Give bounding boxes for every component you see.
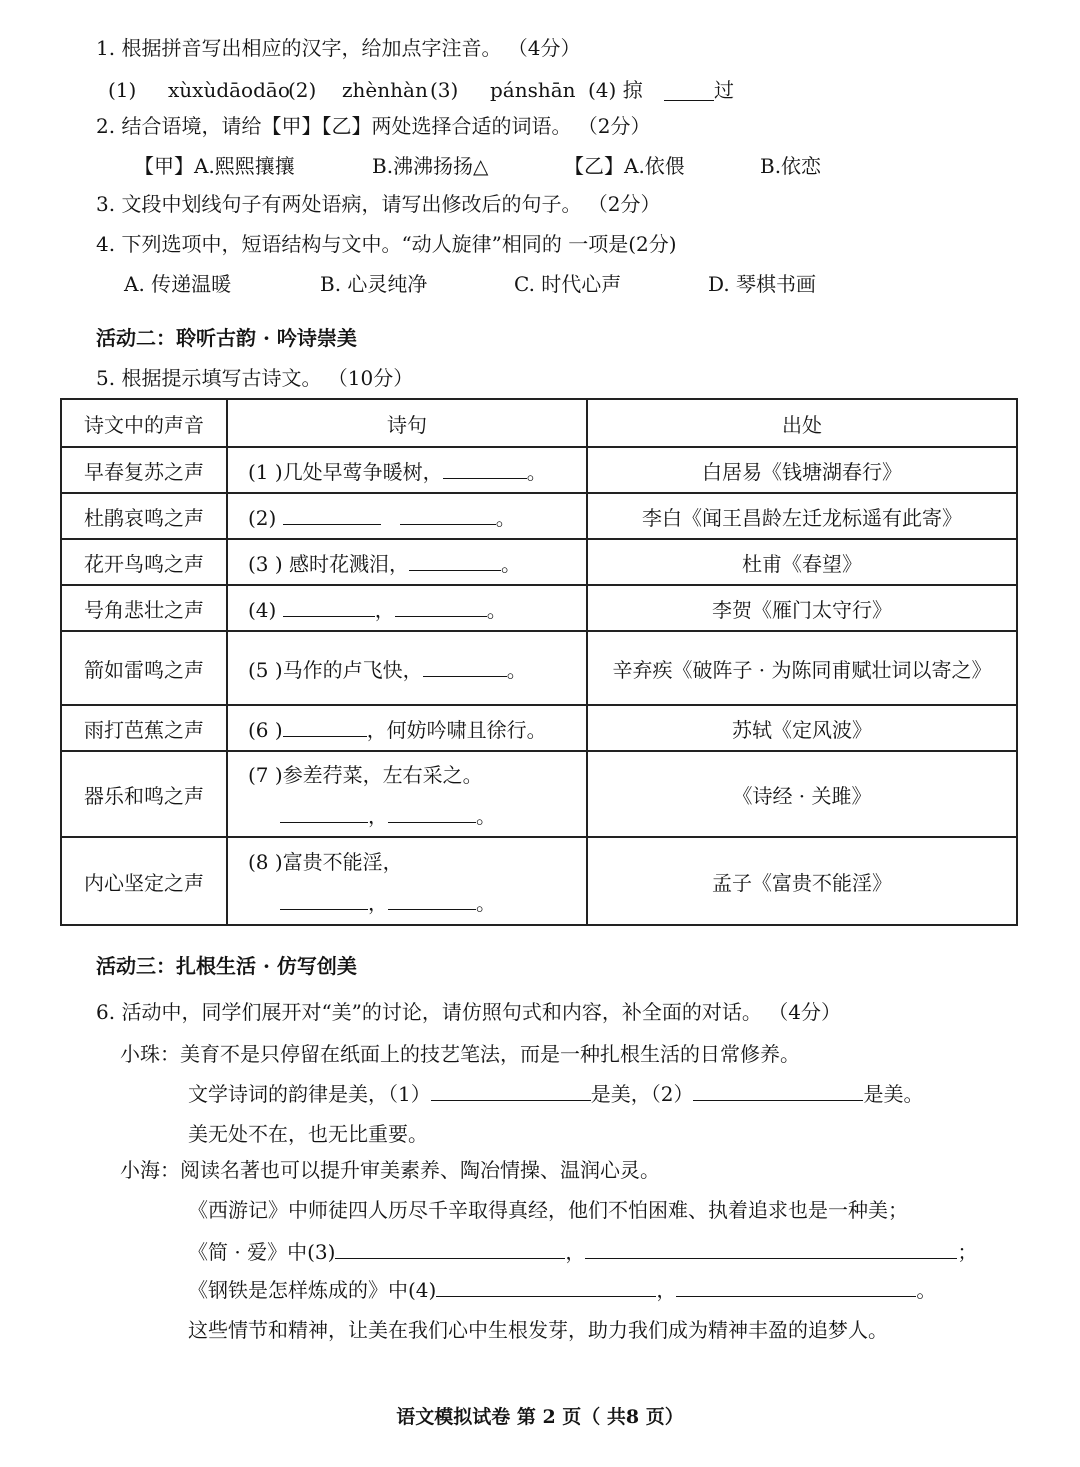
row-sound: 杜鹃哀鸣之声 xyxy=(61,493,227,539)
row-source: 孟子《富贵不能淫》 xyxy=(587,837,1017,925)
q1-p1: (1) xyxy=(108,78,137,102)
q2-jia-b[interactable]: B.沸沸扬扬△ xyxy=(372,154,489,178)
header-source: 出处 xyxy=(587,399,1017,447)
q1-blank-4[interactable] xyxy=(664,80,714,101)
q4-option-d[interactable]: D. 琴棋书画 xyxy=(708,272,817,296)
table-row xyxy=(61,585,1017,631)
xiaozhu-line-1: 小珠：美育不是只停留在纸面上的技艺笔法，而是一种扎根生活的日常修养。 xyxy=(120,1042,800,1066)
q1-p4-end: 过 xyxy=(714,78,734,102)
row-line: (4) ， 。 xyxy=(227,585,587,631)
row-sound: 雨打芭蕉之声 xyxy=(61,705,227,751)
table-row xyxy=(61,447,1017,493)
row-line: (6 ) ，何妨吟啸且徐行。 xyxy=(227,705,587,751)
q1-p3: (3) xyxy=(430,78,459,102)
blank-8b[interactable] xyxy=(388,889,476,910)
xiaohai-line-1: 小海：阅读名著也可以提升审美素养、陶冶情操、温润心灵。 xyxy=(120,1158,660,1182)
q4-option-c[interactable]: C. 时代心声 xyxy=(514,272,622,296)
blank-4a[interactable] xyxy=(283,596,375,617)
blank-8a[interactable] xyxy=(280,889,368,910)
q6-title: 6. 活动中，同学们展开对“美”的讨论，请仿照句式和内容，补全面的对话。 （4分） xyxy=(96,1000,841,1024)
q4-title: 4. 下列选项中，短语结构与文中。“动人旋律”相同的 一项是(2分) xyxy=(96,232,677,256)
row-sound: 器乐和鸣之声 xyxy=(61,751,227,837)
blank-3[interactable] xyxy=(409,550,501,571)
q5-title: 5. 根据提示填写古诗文。 （10分） xyxy=(96,366,414,390)
row-line: (7 )参差荇菜，左右采之。 ， 。 xyxy=(227,751,587,837)
header-line: 诗句 xyxy=(227,399,587,447)
q6-blank-1[interactable] xyxy=(431,1080,591,1101)
row-line: (2) 。 xyxy=(227,493,587,539)
q6-blank-3a[interactable] xyxy=(335,1238,565,1259)
blank-7b[interactable] xyxy=(388,802,476,823)
xiaohai-line-2: 《西游记》中师徒四人历尽千辛取得真经，他们不怕困难、执着追求也是一种美； xyxy=(188,1198,908,1222)
q1-p2: (2) xyxy=(288,78,317,102)
q6-blank-2[interactable] xyxy=(693,1080,863,1101)
xiaohai-line-5: 这些情节和精神，让美在我们心中生根发芽，助力我们成为精神丰盈的追梦人。 xyxy=(188,1318,888,1342)
row-source: 杜甫《春望》 xyxy=(587,539,1017,585)
q2-options xyxy=(134,152,854,180)
table-header-row xyxy=(61,399,1017,447)
blank-7a[interactable] xyxy=(280,802,368,823)
header-sound: 诗文中的声音 xyxy=(61,399,227,447)
table-row xyxy=(61,631,1017,705)
q1-p3-pinyin: pánshān xyxy=(490,78,576,102)
row-source: 李贺《雁门太守行》 xyxy=(587,585,1017,631)
row-sound: 内心坚定之声 xyxy=(61,837,227,925)
page-footer: 语文模拟试卷 第 2 页（ 共8 页） xyxy=(396,1406,684,1428)
q2-yi-b[interactable]: B.依恋 xyxy=(760,154,822,178)
table-row xyxy=(61,837,1017,925)
q1-p4: (4) 掠 xyxy=(588,78,643,102)
row-line: (1 )几处早莺争暖树， 。 xyxy=(227,447,587,493)
activity-2-heading: 活动二：聆听古韵 · 吟诗崇美 xyxy=(96,326,357,350)
row-source: 辛弃疾《破阵子 · 为陈同甫赋壮词以寄之》 xyxy=(587,631,1017,705)
row-source: 苏轼《定风波》 xyxy=(587,705,1017,751)
row-source: 白居易《钱塘湖春行》 xyxy=(587,447,1017,493)
row-source: 《诗经 · 关雎》 xyxy=(587,751,1017,837)
q6-blank-3b[interactable] xyxy=(585,1238,957,1259)
q4-options xyxy=(124,270,864,298)
xiaohai-line-3: 《简 · 爱》中(3) ， ； xyxy=(188,1240,978,1264)
row-source: 李白《闻王昌龄左迁龙标遥有此寄》 xyxy=(587,493,1017,539)
row-line: (5 )马作的卢飞快， 。 xyxy=(227,631,587,705)
row-line: (3 ) 感时花溅泪， 。 xyxy=(227,539,587,585)
blank-2b[interactable] xyxy=(400,504,496,525)
q3-title: 3. 文段中划线句子有两处语病，请写出修改后的句子。 （2分） xyxy=(96,192,661,216)
table-row xyxy=(61,493,1017,539)
table-row xyxy=(61,751,1017,837)
row-sound: 花开鸟鸣之声 xyxy=(61,539,227,585)
table-row xyxy=(61,705,1017,751)
activity-3-heading: 活动三：扎根生活 · 仿写创美 xyxy=(96,954,357,978)
xiaozhu-line-2: 文学诗词的韵律是美，（1） 是美，（2） 是美。 xyxy=(188,1082,924,1106)
blank-5[interactable] xyxy=(423,656,507,677)
q1-p2-pinyin: zhènhàn xyxy=(342,78,428,102)
xiaozhu-line-3: 美无处不在，也无比重要。 xyxy=(188,1122,428,1146)
blank-1[interactable] xyxy=(443,458,527,479)
q2-title: 2. 结合语境，请给【甲】【乙】两处选择合适的词语。 （2分） xyxy=(96,114,651,138)
xiaohai-line-4: 《钢铁是怎样炼成的》中(4) ， 。 xyxy=(188,1278,937,1302)
q1-p1-pinyin: xùxùdāodāo xyxy=(168,78,290,102)
row-line: (8 )富贵不能淫， ， 。 xyxy=(227,837,587,925)
q2-yi-a[interactable]: 【乙】A.依偎 xyxy=(564,154,685,178)
row-sound: 早春复苏之声 xyxy=(61,447,227,493)
q4-option-a[interactable]: A. 传递温暖 xyxy=(124,272,232,296)
q1-title: 1. 根据拼音写出相应的汉字，给加点字注音。 （4分） xyxy=(96,36,581,60)
q6-blank-4b[interactable] xyxy=(676,1276,916,1297)
blank-2a[interactable] xyxy=(283,504,381,525)
blank-4b[interactable] xyxy=(395,596,487,617)
blank-6[interactable] xyxy=(283,716,367,737)
q4-option-b[interactable]: B. 心灵纯净 xyxy=(320,272,428,296)
q6-blank-4a[interactable] xyxy=(436,1276,656,1297)
row-sound: 号角悲壮之声 xyxy=(61,585,227,631)
poem-table xyxy=(60,398,1018,926)
row-sound: 箭如雷鸣之声 xyxy=(61,631,227,705)
table-row xyxy=(61,539,1017,585)
q2-jia-a[interactable]: 【甲】A.熙熙攘攘 xyxy=(134,154,295,178)
